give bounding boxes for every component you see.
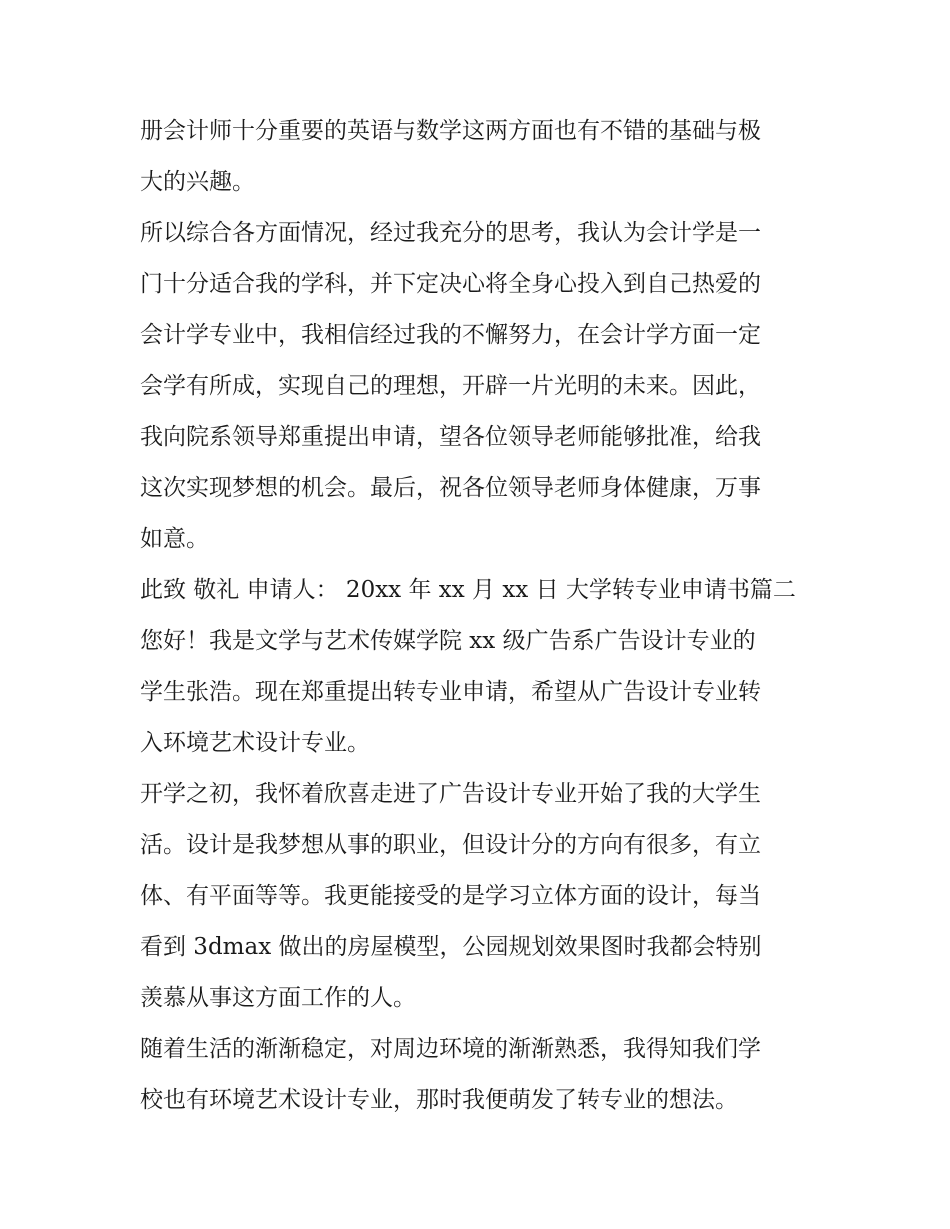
text-line: 册会计师十分重要的英语与数学这两方面也有不错的基础与极 [140, 118, 761, 144]
text-line: 入环境艺术设计专业。 [140, 730, 370, 756]
text-line: 大的兴趣。 [140, 169, 255, 195]
text-line: 我向院系领导郑重提出申请，望各位领导老师能够批准，给我 [140, 424, 761, 450]
text-line: 体、有平面等等。我更能接受的是学习立体方面的设计，每当 [140, 883, 761, 909]
text-line: 羡慕从事这方面工作的人。 [140, 985, 416, 1011]
text-line: 所以综合各方面情况，经过我充分的思考，我认为会计学是一 [140, 220, 761, 246]
text-line: 门十分适合我的学科，并下定决心将全身心投入到自己热爱的 [140, 271, 761, 297]
text-line: 活。设计是我梦想从事的职业，但设计分的方向有很多，有立 [140, 832, 761, 858]
text-line: 如意。 [140, 526, 209, 552]
text-line: 随着生活的渐渐稳定，对周边环境的渐渐熟悉，我得知我们学 [140, 1036, 761, 1062]
text-line: 会学有所成，实现自己的理想，开辟一片光明的未来。因此， [140, 373, 761, 399]
text-line: 您好！我是文学与艺术传媒学院 xx 级广告系广告设计专业的 [140, 628, 756, 654]
text-line: 此致 敬礼 申请人： 20xx 年 xx 月 xx 日 大学转专业申请书篇二 [140, 577, 796, 603]
text-line: 学生张浩。现在郑重提出转专业申请，希望从广告设计专业转 [140, 679, 761, 705]
text-line: 开学之初，我怀着欣喜走进了广告设计专业开始了我的大学生 [140, 781, 761, 807]
text-line: 会计学专业中，我相信经过我的不懈努力，在会计学方面一定 [140, 322, 761, 348]
text-line: 校也有环境艺术设计专业，那时我便萌发了转专业的想法。 [140, 1087, 738, 1113]
text-line: 这次实现梦想的机会。最后，祝各位领导老师身体健康，万事 [140, 475, 761, 501]
text-line: 看到 3dmax 做出的房屋模型，公园规划效果图时我都会特别 [140, 934, 762, 960]
document-body [140, 106, 820, 1126]
